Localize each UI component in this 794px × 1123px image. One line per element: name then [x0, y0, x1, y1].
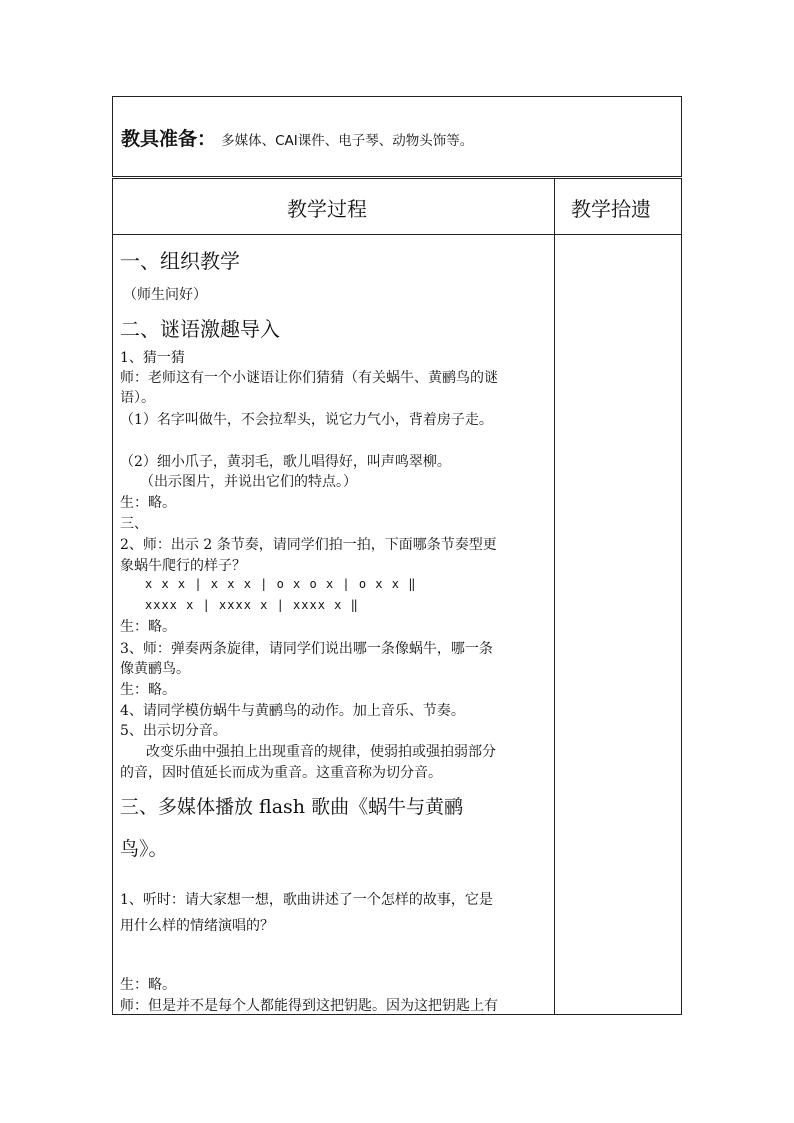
- column-divider: [554, 178, 555, 1015]
- text-line: 三、: [120, 516, 148, 532]
- text-line: 2、师：出示 2 条节奏，请同学们拍一拍，下面哪条节奏型更: [120, 537, 497, 553]
- text-line: 像黄鹂鸟。: [120, 661, 190, 677]
- prep-line: [121, 124, 473, 151]
- text-line: 改变乐曲中强拍上出现重音的规律，使弱拍或强拍弱部分: [146, 744, 496, 760]
- section-1-note: （师生问好）: [123, 287, 207, 303]
- rhythm-line: xxxx x | xxxx x | xxxx x ‖: [145, 598, 359, 612]
- text-line: 的音，因时值延长而成为重音。这重音称为切分音。: [120, 765, 442, 781]
- text-line: （出示图片，并说出它们的特点。）: [140, 474, 357, 490]
- section-3-title: 三、多媒体播放 flash 歌曲《蜗牛与黄鹂: [120, 796, 464, 818]
- text-line: 生：略。: [120, 977, 176, 993]
- section-3-title-cont: 鸟》。: [120, 838, 168, 860]
- text-line: （1）名字叫做牛，不会拉犁头，说它力气小，背着房子走。: [120, 412, 493, 428]
- text-line: 象蜗牛爬行的样子？: [120, 558, 246, 574]
- rhythm-line: x x x | x x x | o x o x | o x x ‖: [145, 577, 417, 591]
- text-line: 师：老师这有一个小谜语让你们猜猜（有关蜗牛、黄鹂鸟的谜: [120, 370, 498, 386]
- prep-label: 教具准备：: [121, 128, 217, 150]
- text-line: 生：略。: [120, 682, 176, 698]
- text-line: 生：略。: [120, 619, 176, 635]
- text-line: 5、出示切分音。: [120, 723, 227, 739]
- text-line: 师：但是并不是每个人都能得到这把钥匙。因为这把钥匙上有: [120, 998, 498, 1014]
- header-process: 教学过程: [287, 197, 367, 221]
- text-line: 3、师：弹奏两条旋律，请同学们说出哪一条像蜗牛，哪一条: [120, 641, 493, 657]
- section-1-title: 一、组织教学: [120, 249, 240, 273]
- text-line: 用什么样的情绪演唱的？: [120, 918, 274, 934]
- section-2-title: 二、谜语激趣导入: [120, 317, 280, 341]
- header-divider: [112, 234, 682, 235]
- text-line: 4、请同学模仿蜗牛与黄鹂鸟的动作。加上音乐、节奏。: [120, 703, 465, 719]
- prep-text: 多媒体、CAI课件、电子琴、动物头饰等。: [221, 133, 474, 149]
- text-line: 1、听时：请大家想一想，歌曲讲述了一个怎样的故事，它是: [120, 892, 493, 908]
- text-line: 生：略。: [120, 495, 176, 511]
- header-notes: 教学拾遗: [571, 197, 651, 221]
- text-line: 1、猜一猜: [120, 350, 185, 366]
- text-line: （2）细小爪子，黄羽毛，歌儿唱得好，叫声鸣翠柳。: [120, 454, 451, 470]
- text-line: 语）。: [120, 390, 155, 406]
